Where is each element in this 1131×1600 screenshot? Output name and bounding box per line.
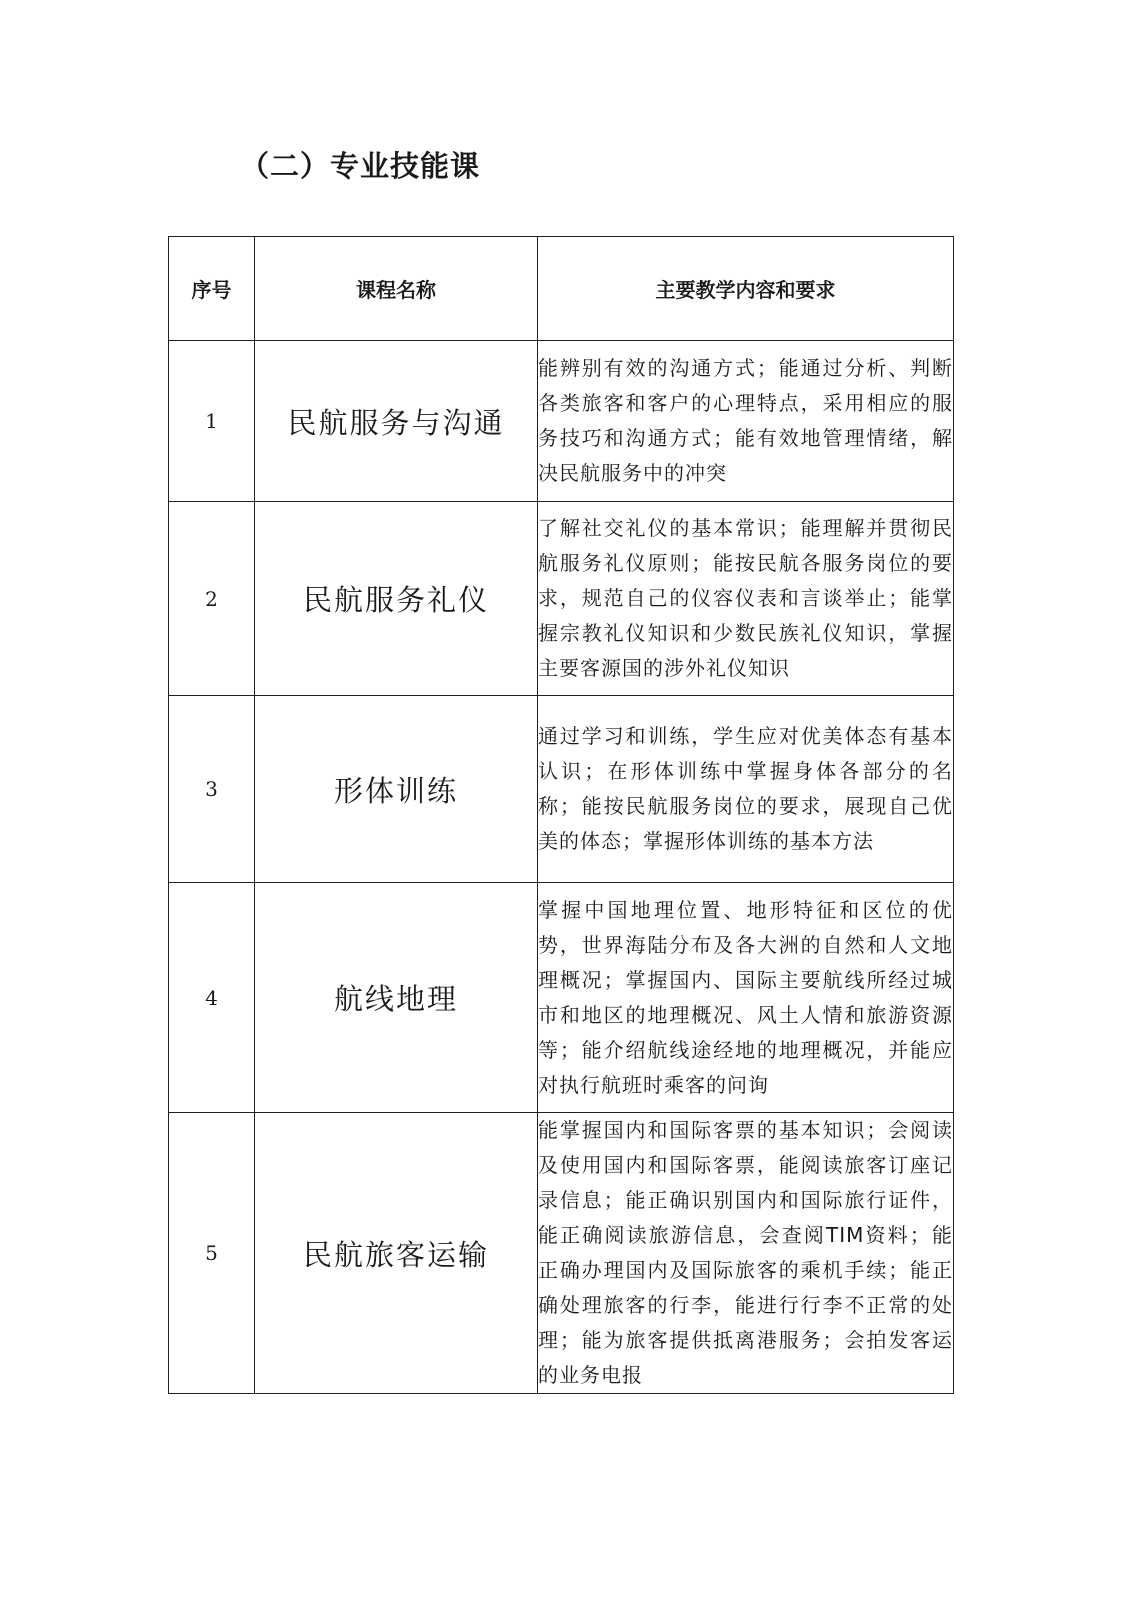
row-course-name: 民航服务礼仪: [255, 502, 538, 696]
table-row: [169, 502, 954, 696]
header-serial-number: 序号: [169, 237, 255, 341]
row-course-content: 能辨别有效的沟通方式；能通过分析、判断各类旅客和客户的心理特点，采用相应的服务技巧和沟通方式；能有效地管理情绪，解决民航服务中的冲突: [538, 341, 954, 502]
row-serial-number: 1: [169, 341, 255, 502]
header-course-name: 课程名称: [255, 237, 538, 341]
row-serial-number: 2: [169, 502, 255, 696]
row-course-content: 了解社交礼仪的基本常识；能理解并贯彻民航服务礼仪原则；能按民航各服务岗位的要求，规范自己的仪容仪表和言谈举止；能掌握宗教礼仪知识和少数民族礼仪知识，掌握主要客源国的涉外礼仪知识: [538, 502, 954, 696]
table-row: [169, 1113, 954, 1394]
row-serial-number: 5: [169, 1113, 255, 1394]
course-table: [168, 236, 954, 1394]
row-course-name: 民航旅客运输: [255, 1113, 538, 1394]
row-course-content: 能掌握国内和国际客票的基本知识；会阅读及使用国内和国际客票，能阅读旅客订座记录信息；能正确识别国内和国际旅行证件，能正确阅读旅游信息，会查阅TIM资料；能正确办理国内及国际旅客的乘机手续；能正确处理旅客的行李，能进行行李不正常的处理；能为旅客提供抵离港服务；会拍发客运的业务电报: [538, 1113, 954, 1394]
row-serial-number: 4: [169, 883, 255, 1113]
table-row: [169, 341, 954, 502]
row-course-name: 民航服务与沟通: [255, 341, 538, 502]
table-row: [169, 696, 954, 883]
header-course-content: 主要教学内容和要求: [538, 237, 954, 341]
table-row: [169, 883, 954, 1113]
table-header-row: [169, 237, 954, 341]
row-course-content: 通过学习和训练，学生应对优美体态有基本认识；在形体训练中掌握身体各部分的名称；能按民航服务岗位的要求，展现自己优美的体态；掌握形体训练的基本方法: [538, 696, 954, 883]
row-course-content: 掌握中国地理位置、地形特征和区位的优势，世界海陆分布及各大洲的自然和人文地理概况；掌握国内、国际主要航线所经过城市和地区的地理概况、风土人情和旅游资源等；能介绍航线途经地的地理概况，并能应对执行航班时乘客的问询: [538, 883, 954, 1113]
row-course-name: 形体训练: [255, 696, 538, 883]
row-course-name: 航线地理: [255, 883, 538, 1113]
row-serial-number: 3: [169, 696, 255, 883]
section-heading: （二）专业技能课: [240, 149, 481, 183]
